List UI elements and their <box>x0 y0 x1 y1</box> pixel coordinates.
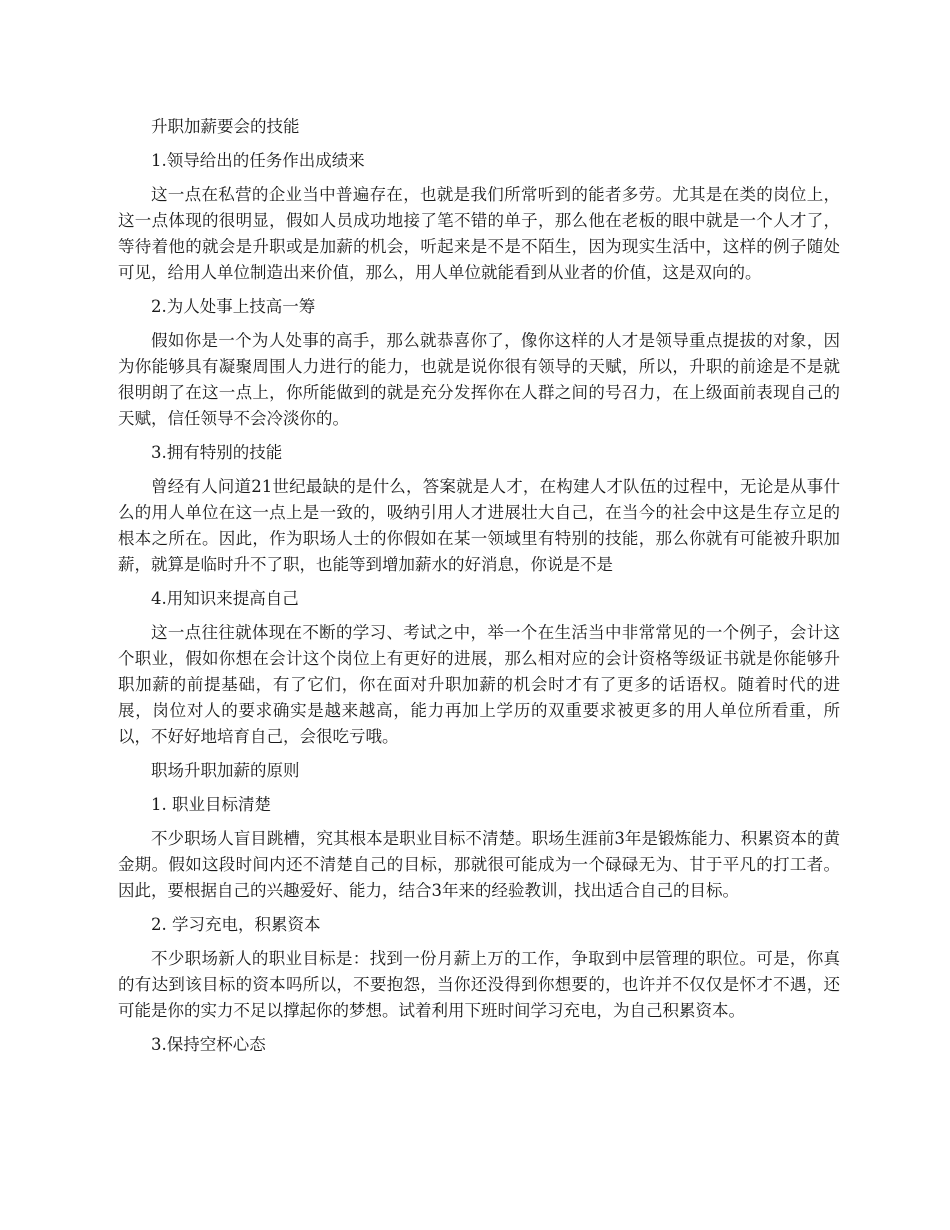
body-paragraph: 不少职场新人的职业目标是：找到一份月薪上万的工作，争取到中层管理的职位。可是，你真的有达到该目标的资本吗所以，不要抱怨，当你还没得到你想要的，也许并不仅仅是怀才不遇，还可能是你的实力不足以撑起你的梦想。试着利用下班时间学习充电，为自己积累资本。 <box>118 949 840 1020</box>
document-body <box>118 114 840 1066</box>
item-heading: 1.领导给出的任务作出成绩来 <box>151 151 365 170</box>
section-heading: 职场升职加薪的原则 <box>151 761 300 780</box>
item-heading: 1. 职业目标清楚 <box>151 795 271 814</box>
section-heading: 升职加薪要会的技能 <box>151 117 300 136</box>
body-paragraph: 这一点在私营的企业当中普遍存在，也就是我们所常听到的能者多劳。尤其是在类的岗位上，这一点体现的很明显，假如人员成功地接了笔不错的单子，那么他在老板的眼中就是一个人才了，等待着他的就会是升职或是加薪的机会，听起来是不是不陌生，因为现实生活中，这样的例子随处可见，给用人单位制造出来价值，那么，用人单位就能看到从业者的价值，这是双向的。 <box>118 185 840 282</box>
body-paragraph: 不少职场人盲目跳槽，究其根本是职业目标不清楚。职场生涯前3年是锻炼能力、积累资本的黄金期。假如这段时间内还不清楚自己的目标，那就很可能成为一个碌碌无为、甘于平凡的打工者。因此，要根据自己的兴趣爱好、能力，结合3年来的经验教训，找出适合自己的目标。 <box>118 829 840 900</box>
item-heading: 2. 学习充电，积累资本 <box>151 915 321 934</box>
item-heading: 3.拥有特别的技能 <box>151 443 283 462</box>
body-paragraph: 假如你是一个为人处事的高手，那么就恭喜你了，像你这样的人才是领导重点提拔的对象，因为你能够具有凝聚周围人力进行的能力，也就是说你很有领导的天赋，所以，升职的前途是不是就很明朗了在这一点上，你所能做到的就是充分发挥你在人群之间的号召力，在上级面前表现自己的天赋，信任领导不会冷淡你的。 <box>118 331 840 428</box>
item-heading: 3.保持空杯心态 <box>151 1035 266 1054</box>
body-paragraph: 这一点往往就体现在不断的学习、考试之中，举一个在生活当中非常常见的一个例子，会计这个职业，假如你想在会计这个岗位上有更好的进展，那么相对应的会计资格等级证书就是你能够升职加薪的前提基础，有了它们，你在面对升职加薪的机会时才有了更多的话语权。随着时代的进展，岗位对人的要求确实是越来越高，能力再加上学历的双重要求被更多的用人单位所看重，所以，不好好地培育自己，会很吃亏哦。 <box>118 623 840 746</box>
body-paragraph: 曾经有人问道21世纪最缺的是什么，答案就是人才，在构建人才队伍的过程中，无论是从事什么的用人单位在这一点上是一致的，吸纳引用人才进展壮大自己，在当今的社会中这是生存立足的根本之所在。因此，作为职场人士的你假如在某一领域里有特别的技能，那么你就有可能被升职加薪，就算是临时升不了职，也能等到增加薪水的好消息，你说是不是 <box>118 477 840 574</box>
item-heading: 4.用知识来提高自己 <box>151 589 299 608</box>
item-heading: 2.为人处事上技高一筹 <box>151 297 316 316</box>
